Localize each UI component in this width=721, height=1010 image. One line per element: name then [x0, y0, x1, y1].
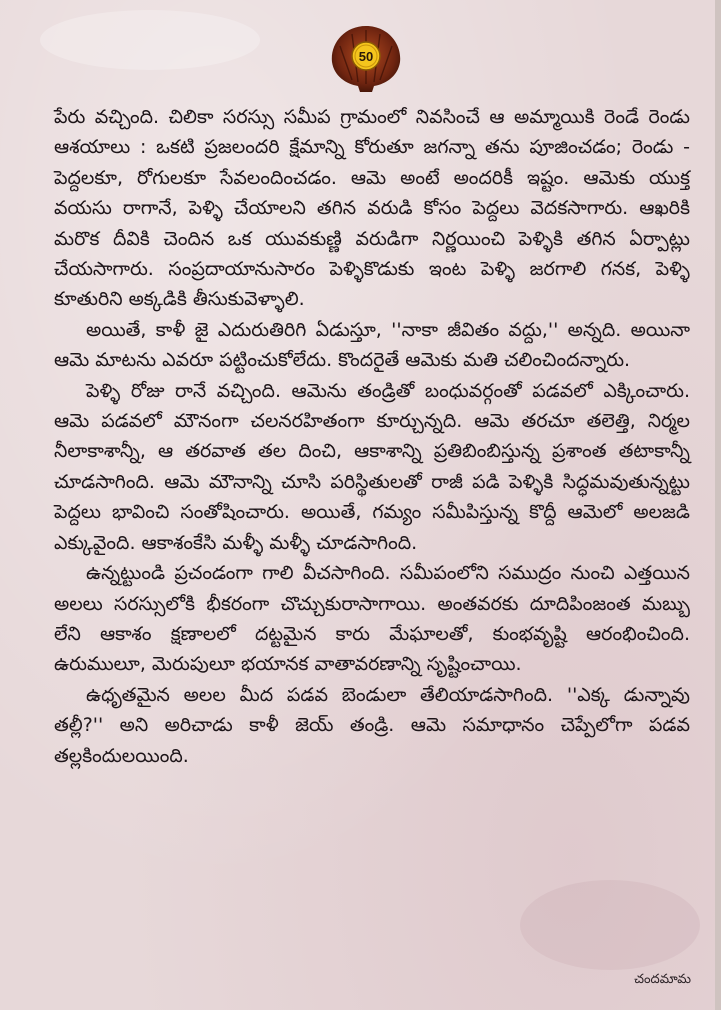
story-body: [54, 102, 690, 771]
story-paragraph: పేరు వచ్చింది. చిలికా సరస్సు సమీప గ్రామంలో నివసించే ఆ అమ్మాయికి రెండే రెండు ఆశయాలు : ఒకటి ప్రజలందరి క్షేమాన్ని కోరుతూ జగన్నా తను పూజించడం; రెండు - పెద్దలకూ, రోగులకూ సేవలందించడం. ఆమె అంటే అందరికీ ఇష్టం. ఆమెకు యుక్త వయసు రాగానే, పెళ్ళి చేయాలని తగిన వరుడి కోసం పెద్దలు వెదకసాగారు. ఆఖరికి మరొక దీవికి చెందిన ఒక యువకుణ్ణి వరుడిగా నిర్ణయించి పెళ్ళికి తగిన ఏర్పాట్లు చేయసాగారు. సంప్రదాయానుసారం పెళ్ళికొడుకు ఇంట పెళ్ళి జరగాలి గనక, పెళ్ళి కూతురిని అక్కడికి తీసుకువెళ్ళాలి.: [54, 106, 690, 311]
paper-stain: [520, 880, 700, 970]
page-number: 50: [358, 49, 374, 64]
story-paragraph: పెళ్ళి రోజు రానే వచ్చింది. ఆమెను తండ్రితో బంధువర్గంతో పడవలో ఎక్కించారు. ఆమె పడవలో మౌనంగా చలనరహితంగా కూర్చున్నది. ఆమె తరచూ తలెత్తి, నిర్మల నీలాకాశాన్నీ, ఆ తరవాత తల దించి, ఆకాశాన్ని ప్రతిబింబిస్తున్న ప్రశాంత తటాకాన్నీ చూడసాగింది. ఆమె మౌనాన్ని చూసి పరిస్థితులతో రాజీ పడి పెళ్ళికి సిద్ధమవుతున్నట్టు పెద్దలు భావించి సంతోషించారు. అయితే, గమ్యం సమీపిస్తున్న కొద్దీ ఆమెలో అలజడి ఎక్కువైంది. ఆకాశంకేసి మళ్ళీ మళ్ళీ చూడసాగింది.: [54, 379, 690, 554]
magazine-signature: చందమామ: [634, 972, 691, 987]
story-paragraph: ఉధృతమైన అలల మీద పడవ బెండులా తేలియాడసాగింది. ''ఎక్క డున్నావు తల్లీ?'' అని అరిచాడు కాళీ జెయ్ తండ్రి. ఆమె సమాధానం చెప్పేలోగా పడవ తల్లకిందులయింది.: [54, 683, 690, 767]
paper-stain: [40, 10, 260, 70]
story-paragraph: ఉన్నట్టుండి ప్రచండంగా గాలి వీచసాగింది. సమీపంలోని సముద్రం నుంచి ఎత్తయిన అలలు సరస్సులోకి భీకరంగా చొచ్చుకురాసాగాయి. అంతవరకు దూదిపింజంత మబ్బు లేని ఆకాశం క్షణాలలో దట్టమైన కారు మేఘాలతో, కుంభవృష్టి ఆరంభించింది. ఉరుములూ, మెరుపులూ భయానక వాతావరణాన్ని సృష్టించాయి.: [54, 562, 690, 676]
page-number-badge: [328, 24, 404, 94]
story-paragraph: అయితే, కాళీ జై ఎదురుతిరిగి ఏడుస్తూ, ''నాకా జీవితం వద్దు,'' అన్నది. అయినా ఆమె మాటను ఎవరూ పట్టించుకోలేదు. కొందరైతే ఆమెకు మతి చలించిందన్నారు.: [54, 318, 690, 372]
